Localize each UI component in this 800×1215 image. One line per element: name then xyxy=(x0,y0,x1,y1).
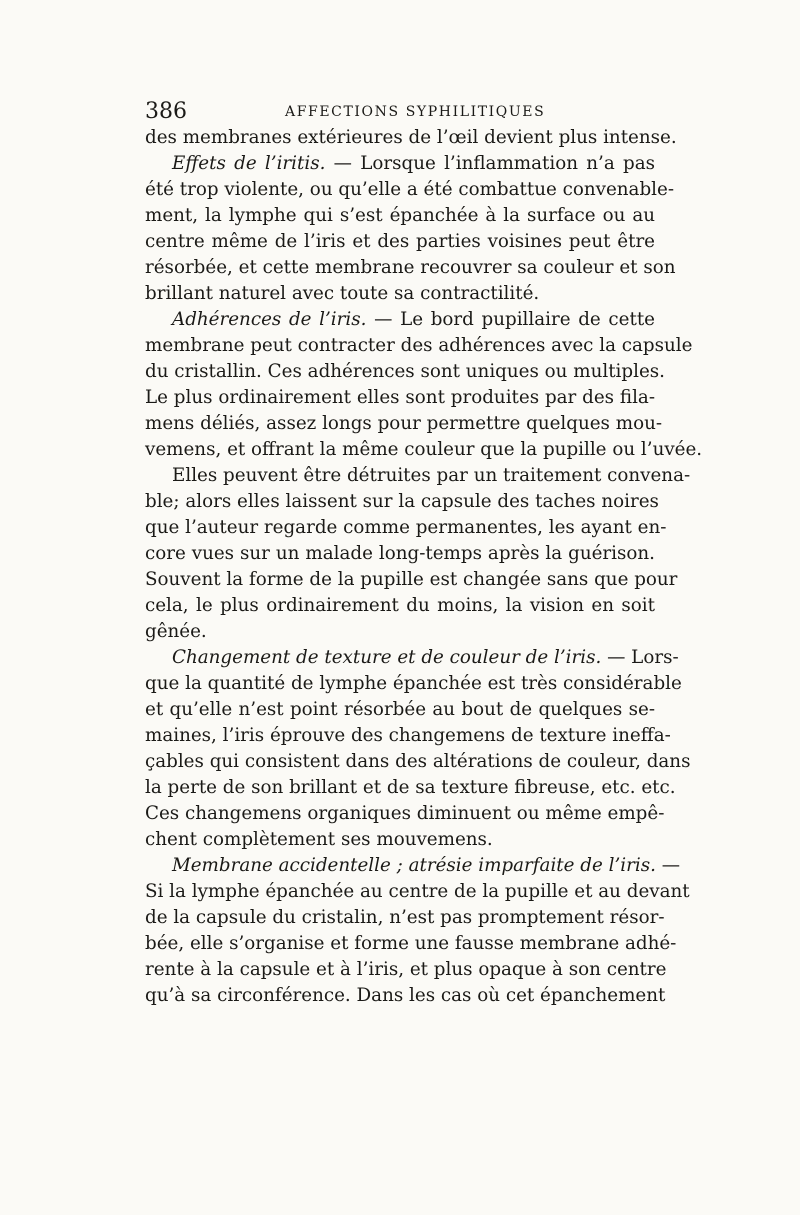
text-line: vemens, et offrant la même couleur que la pupille ou l’uvée. xyxy=(145,439,703,460)
text-line: du cristallin. Ces adhérences sont uniques ou multiples. xyxy=(145,361,665,382)
section-heading-line: Changement de texture et de couleur de l’iris. — Lors- xyxy=(172,647,679,668)
text-line: des membranes extérieures de l’œil devient plus intense. xyxy=(145,127,677,148)
text-line: résorbée, et cette membrane recouvrer sa couleur et son xyxy=(145,257,676,278)
text-line: bée, elle s’organise et forme une fausse membrane adhé- xyxy=(145,933,677,954)
text-line: et qu’elle n’est point résorbée au bout de quelques se- xyxy=(145,699,655,720)
text-line: centre même de l’iris et des parties voisines peut être xyxy=(145,231,655,252)
text-line: Ces changemens organiques diminuent ou même empê- xyxy=(145,803,665,824)
text-line: core vues sur un malade long-temps après la guérison. xyxy=(145,543,655,564)
text-line: Souvent la forme de la pupille est changée sans que pour xyxy=(145,569,678,590)
text-line: ble; alors elles laissent sur la capsule des taches noires xyxy=(145,491,659,512)
text-line: ment, la lymphe qui s’est épanchée à la surface ou au xyxy=(145,205,655,226)
section-heading-line: Membrane accidentelle ; atrésie imparfaite de l’iris. — xyxy=(172,855,680,876)
text-line: que la quantité de lymphe épanchée est très considérable xyxy=(145,673,682,694)
text-line: cela, le plus ordinairement du moins, la vision en soit xyxy=(145,595,655,616)
text-line: rente à la capsule et à l’iris, et plus opaque à son centre xyxy=(145,959,667,980)
page-number: 386 xyxy=(145,99,187,124)
section-heading-line: Adhérences de l’iris. — Le bord pupillaire de cette xyxy=(172,309,655,330)
text-line: la perte de son brillant et de sa texture fibreuse, etc. etc. xyxy=(145,777,676,798)
text-line: chent complètement ses mouvemens. xyxy=(145,829,493,850)
text-line: membrane peut contracter des adhérences avec la capsule xyxy=(145,335,693,356)
text-line: Elles peuvent être détruites par un traitement convena- xyxy=(172,465,691,486)
text-line: été trop violente, ou qu’elle a été combattue convenable- xyxy=(145,179,674,200)
section-title-adherences: Adhérences de l’iris. xyxy=(172,309,367,330)
text-line: mens déliés, assez longs pour permettre quelques mou- xyxy=(145,413,663,434)
text-line: brillant naturel avec toute sa contractilité. xyxy=(145,283,540,304)
page-header xyxy=(145,98,655,126)
section-title-changement: Changement de texture et de couleur de l’iris. xyxy=(172,647,602,668)
text-line: Si la lymphe épanchée au centre de la pupille et au devant xyxy=(145,881,690,902)
body-text xyxy=(145,125,703,1025)
text-line: çables qui consistent dans des altérations de couleur, dans xyxy=(145,751,691,772)
text-line: Le plus ordinairement elles sont produites par des fila- xyxy=(145,387,655,408)
text-line: maines, l’iris éprouve des changemens de texture ineffa- xyxy=(145,725,671,746)
text-line: de la capsule du cristalin, n’est pas promptement résor- xyxy=(145,907,665,928)
section-title-membrane: Membrane accidentelle ; atrésie imparfaite de l’iris. xyxy=(172,855,656,876)
running-head: AFFECTIONS SYPHILITIQUES xyxy=(285,104,546,120)
section-heading-line: Effets de l’iritis. — Lorsque l’inflammation n’a pas xyxy=(172,153,656,174)
text-line: que l’auteur regarde comme permanentes, les ayant en- xyxy=(145,517,667,538)
section-title-effets: Effets de l’iritis. xyxy=(172,153,326,174)
text-line: qu’à sa circonférence. Dans les cas où cet épanchement xyxy=(145,985,666,1006)
text-line: gênée. xyxy=(145,621,207,642)
